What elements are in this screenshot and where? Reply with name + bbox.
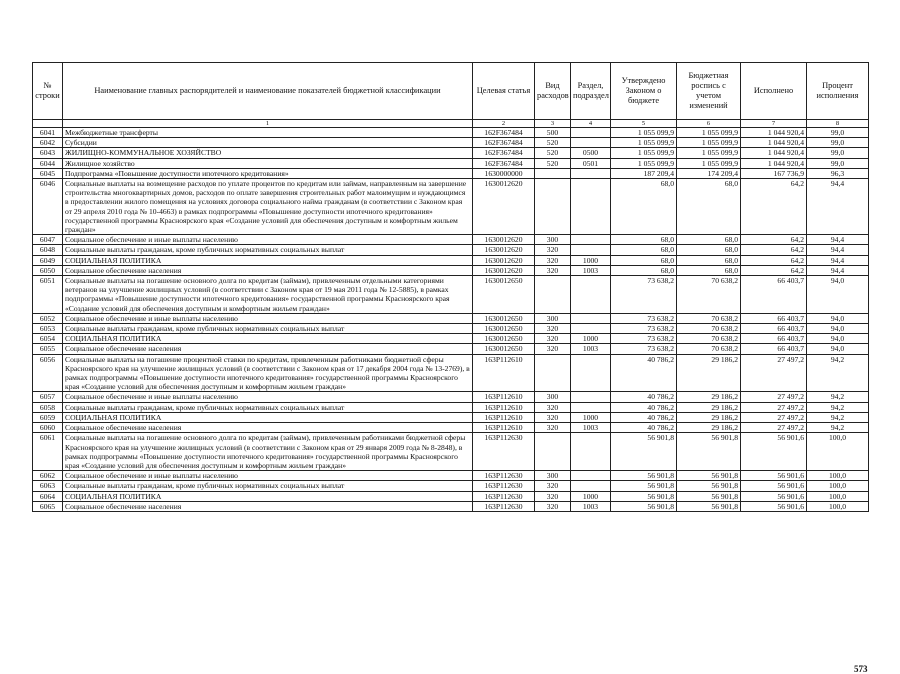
target-article: 162F367484 (473, 138, 535, 148)
table-row (33, 324, 869, 334)
target-article: 1630012650 (473, 313, 535, 323)
section: 1003 (571, 501, 611, 511)
percent-executed: 94,2 (807, 354, 869, 392)
table-row (33, 433, 869, 471)
percent-executed: 94,4 (807, 235, 869, 245)
target-article: 1630012650 (473, 324, 535, 334)
row-number: 6052 (33, 313, 63, 323)
budget-amount: 68,0 (677, 265, 741, 275)
section (571, 433, 611, 471)
section: 1000 (571, 491, 611, 501)
executed-amount: 27 497,2 (741, 392, 807, 402)
row-number: 6058 (33, 402, 63, 412)
executed-amount: 1 044 920,4 (741, 138, 807, 148)
target-article: 163P112610 (473, 402, 535, 412)
target-article: 163P112610 (473, 423, 535, 433)
budget-amount: 1 055 099,9 (677, 138, 741, 148)
row-name: Подпрограмма «Повышение доступности ипотечного кредитования» (63, 168, 473, 178)
header-kind: Вид расходов (535, 63, 571, 120)
row-number: 6043 (33, 148, 63, 158)
section (571, 128, 611, 138)
executed-amount: 64,2 (741, 265, 807, 275)
row-number: 6053 (33, 324, 63, 334)
percent-executed: 100,0 (807, 481, 869, 491)
row-name: СОЦИАЛЬНАЯ ПОЛИТИКА (63, 255, 473, 265)
index-cell: 6 (677, 120, 741, 128)
approved-amount: 1 055 099,9 (611, 138, 677, 148)
table-row (33, 481, 869, 491)
row-number: 6041 (33, 128, 63, 138)
row-number: 6057 (33, 392, 63, 402)
section (571, 235, 611, 245)
budget-amount: 29 186,2 (677, 402, 741, 412)
table-row (33, 313, 869, 323)
expense-kind: 320 (535, 324, 571, 334)
expense-kind: 300 (535, 235, 571, 245)
row-name: Социальные выплаты на погашение процентной ставки по кредитам, привлеченным работниками бюджетной сферы Красноярского края на улучшение жилищных условий (в соответствии с Законом края от 17 декабря 2004 года № 13-2769), в рамках подпрограммы «Повышение доступности ипотечного кредитования» государственной программы Красноярского края «Создание условий для обеспечения доступным и комфортным жильем граждан» (63, 354, 473, 392)
table-row (33, 276, 869, 314)
percent-executed: 100,0 (807, 433, 869, 471)
section (571, 392, 611, 402)
executed-amount: 27 497,2 (741, 354, 807, 392)
percent-executed: 99,0 (807, 158, 869, 168)
section (571, 313, 611, 323)
expense-kind: 320 (535, 481, 571, 491)
target-article: 1630000000 (473, 168, 535, 178)
approved-amount: 73 638,2 (611, 324, 677, 334)
target-article: 163P112630 (473, 471, 535, 481)
executed-amount: 66 403,7 (741, 313, 807, 323)
percent-executed: 94,2 (807, 392, 869, 402)
row-number: 6062 (33, 471, 63, 481)
table-row (33, 402, 869, 412)
approved-amount: 40 786,2 (611, 423, 677, 433)
row-name: Социальное обеспечение населения (63, 501, 473, 511)
percent-executed: 100,0 (807, 491, 869, 501)
target-article: 1630012620 (473, 245, 535, 255)
expense-kind: 320 (535, 402, 571, 412)
section: 1000 (571, 412, 611, 422)
percent-executed: 94,0 (807, 334, 869, 344)
table-row (33, 138, 869, 148)
percent-executed: 100,0 (807, 471, 869, 481)
approved-amount: 73 638,2 (611, 334, 677, 344)
executed-amount: 66 403,7 (741, 344, 807, 354)
budget-amount: 68,0 (677, 255, 741, 265)
percent-executed: 94,2 (807, 402, 869, 412)
table-row (33, 179, 869, 235)
row-name: СОЦИАЛЬНАЯ ПОЛИТИКА (63, 412, 473, 422)
row-number: 6056 (33, 354, 63, 392)
percent-executed: 94,0 (807, 344, 869, 354)
row-number: 6061 (33, 433, 63, 471)
target-article: 162F367484 (473, 158, 535, 168)
percent-executed: 94,4 (807, 255, 869, 265)
budget-amount: 174 209,4 (677, 168, 741, 178)
expense-kind: 520 (535, 138, 571, 148)
percent-executed: 94,2 (807, 423, 869, 433)
table-row (33, 412, 869, 422)
expense-kind: 320 (535, 255, 571, 265)
approved-amount: 68,0 (611, 245, 677, 255)
expense-kind: 520 (535, 158, 571, 168)
executed-amount: 1 044 920,4 (741, 128, 807, 138)
table-row (33, 245, 869, 255)
table-row (33, 471, 869, 481)
budget-amount: 56 901,8 (677, 433, 741, 471)
budget-amount: 29 186,2 (677, 423, 741, 433)
budget-amount: 56 901,8 (677, 491, 741, 501)
row-name: Социальное обеспечение и иные выплаты населению (63, 471, 473, 481)
executed-amount: 27 497,2 (741, 423, 807, 433)
budget-table (32, 62, 869, 512)
approved-amount: 40 786,2 (611, 392, 677, 402)
executed-amount: 64,2 (741, 255, 807, 265)
row-number: 6060 (33, 423, 63, 433)
row-name: Социальное обеспечение населения (63, 423, 473, 433)
row-name: Социальные выплаты на погашение основного долга по кредитам (займам), привлеченным отдельными категориями ветеранов на улучшение жилищных условий (в соответствии с Законом края от 19 мая 2011 года № 12-5885), в рамках подпрограммы «Повышение доступности ипотечного кредитования» государственной программы Красноярского края «Создание условий для обеспечения доступным и комфортным жильем граждан» (63, 276, 473, 314)
approved-amount: 56 901,8 (611, 433, 677, 471)
row-name: Социальные выплаты гражданам, кроме публичных нормативных социальных выплат (63, 245, 473, 255)
approved-amount: 68,0 (611, 235, 677, 245)
expense-kind: 300 (535, 392, 571, 402)
row-number: 6064 (33, 491, 63, 501)
header-row (33, 63, 869, 120)
expense-kind: 500 (535, 128, 571, 138)
row-name: СОЦИАЛЬНАЯ ПОЛИТИКА (63, 491, 473, 501)
table-body (33, 128, 869, 512)
row-number: 6044 (33, 158, 63, 168)
approved-amount: 1 055 099,9 (611, 158, 677, 168)
target-article: 1630012620 (473, 235, 535, 245)
expense-kind: 520 (535, 148, 571, 158)
approved-amount: 56 901,8 (611, 471, 677, 481)
percent-executed: 94,4 (807, 179, 869, 235)
section (571, 481, 611, 491)
expense-kind: 320 (535, 423, 571, 433)
row-name: Социальное обеспечение населения (63, 344, 473, 354)
expense-kind: 300 (535, 313, 571, 323)
budget-report-page (32, 62, 868, 674)
budget-amount: 29 186,2 (677, 392, 741, 402)
row-number: 6051 (33, 276, 63, 314)
page-number: 573 (854, 664, 868, 674)
index-cell: 2 (473, 120, 535, 128)
budget-amount: 56 901,8 (677, 501, 741, 511)
section: 1003 (571, 265, 611, 275)
target-article: 163P112630 (473, 481, 535, 491)
executed-amount: 66 403,7 (741, 324, 807, 334)
budget-amount: 29 186,2 (677, 412, 741, 422)
row-number: 6054 (33, 334, 63, 344)
table-row (33, 344, 869, 354)
approved-amount: 187 209,4 (611, 168, 677, 178)
table-row (33, 334, 869, 344)
section (571, 471, 611, 481)
row-number: 6046 (33, 179, 63, 235)
section (571, 324, 611, 334)
header-approved: Утверждено Законом о бюджете (611, 63, 677, 120)
index-row (33, 120, 869, 128)
expense-kind: 320 (535, 344, 571, 354)
budget-amount: 70 638,2 (677, 344, 741, 354)
section (571, 245, 611, 255)
executed-amount: 27 497,2 (741, 412, 807, 422)
executed-amount: 66 403,7 (741, 334, 807, 344)
row-name: Социальное обеспечение и иные выплаты населению (63, 313, 473, 323)
target-article: 1630012650 (473, 344, 535, 354)
target-article: 1630012620 (473, 255, 535, 265)
budget-amount: 56 901,8 (677, 471, 741, 481)
table-row (33, 148, 869, 158)
section (571, 138, 611, 148)
row-number: 6055 (33, 344, 63, 354)
row-name: Жилищное хозяйство (63, 158, 473, 168)
row-number: 6045 (33, 168, 63, 178)
percent-executed: 99,0 (807, 138, 869, 148)
budget-amount: 1 055 099,9 (677, 158, 741, 168)
target-article: 1630012620 (473, 265, 535, 275)
executed-amount: 56 901,6 (741, 501, 807, 511)
table-row (33, 423, 869, 433)
row-number: 6050 (33, 265, 63, 275)
section: 1003 (571, 344, 611, 354)
index-cell-empty (33, 120, 63, 128)
budget-amount: 56 901,8 (677, 481, 741, 491)
approved-amount: 68,0 (611, 265, 677, 275)
table-row (33, 235, 869, 245)
approved-amount: 73 638,2 (611, 344, 677, 354)
target-article: 1630012620 (473, 179, 535, 235)
row-name: Межбюджетные трансферты (63, 128, 473, 138)
executed-amount: 64,2 (741, 245, 807, 255)
expense-kind: 320 (535, 245, 571, 255)
target-article: 163P112630 (473, 491, 535, 501)
table-row (33, 255, 869, 265)
header-target: Целевая статья (473, 63, 535, 120)
target-article: 162F367484 (473, 128, 535, 138)
row-name: Социальное обеспечение населения (63, 265, 473, 275)
budget-amount: 70 638,2 (677, 334, 741, 344)
percent-executed: 94,2 (807, 412, 869, 422)
executed-amount: 56 901,6 (741, 491, 807, 501)
budget-amount: 68,0 (677, 179, 741, 235)
section (571, 276, 611, 314)
budget-amount: 29 186,2 (677, 354, 741, 392)
table-row (33, 168, 869, 178)
row-number: 6065 (33, 501, 63, 511)
row-name: СОЦИАЛЬНАЯ ПОЛИТИКА (63, 334, 473, 344)
header-percent: Процент исполнения (807, 63, 869, 120)
expense-kind: 320 (535, 501, 571, 511)
section (571, 402, 611, 412)
approved-amount: 1 055 099,9 (611, 148, 677, 158)
index-cell: 5 (611, 120, 677, 128)
row-name: Социальные выплаты на погашение основного долга по кредитам (займам), привлеченным работниками бюджетной сферы Красноярского края на улучшение жилищных условий (в соответствии с Законом края от 29 января 2009 года № 8-2848), в рамках подпрограммы «Повышение доступности ипотечного кредитования» государственной программы Красноярского края «Создание условий для обеспечения доступным и комфортным жильем граждан» (63, 433, 473, 471)
row-name: Социальные выплаты гражданам, кроме публичных нормативных социальных выплат (63, 481, 473, 491)
budget-amount: 68,0 (677, 245, 741, 255)
index-cell: 7 (741, 120, 807, 128)
expense-kind (535, 433, 571, 471)
row-name: Социальное обеспечение и иные выплаты населению (63, 392, 473, 402)
percent-executed: 94,0 (807, 313, 869, 323)
expense-kind: 320 (535, 265, 571, 275)
row-number: 6059 (33, 412, 63, 422)
section: 1000 (571, 334, 611, 344)
section: 1003 (571, 423, 611, 433)
row-name: Социальные выплаты гражданам, кроме публичных нормативных социальных выплат (63, 402, 473, 412)
percent-executed: 94,4 (807, 265, 869, 275)
percent-executed: 99,0 (807, 148, 869, 158)
section (571, 179, 611, 235)
section (571, 354, 611, 392)
executed-amount: 56 901,6 (741, 481, 807, 491)
expense-kind (535, 168, 571, 178)
approved-amount: 40 786,2 (611, 402, 677, 412)
executed-amount: 66 403,7 (741, 276, 807, 314)
expense-kind: 320 (535, 334, 571, 344)
approved-amount: 68,0 (611, 179, 677, 235)
row-number: 6042 (33, 138, 63, 148)
expense-kind: 320 (535, 491, 571, 501)
row-name: Социальные выплаты на возмещение расходов по уплате процентов по кредитам или займам, направленным на завершение строительства многоквартирных домов, расходов по оплате завершения строительных работ малоимущим и нуждающимся в предоставлении жилого помещения на условиях договора социального найма гражданам (в соответствии с Законом края от 29 апреля 2010 года № 10-4663) в рамках подпрограммы «Повышение доступности ипотечного кредитования» государственной программы Красноярского края «Создание условий для обеспечения доступным и комфортным жильем граждан» (63, 179, 473, 235)
table-row (33, 128, 869, 138)
budget-amount: 70 638,2 (677, 276, 741, 314)
table-row (33, 392, 869, 402)
row-name: Субсидии (63, 138, 473, 148)
budget-amount: 70 638,2 (677, 313, 741, 323)
executed-amount: 1 044 920,4 (741, 158, 807, 168)
target-article: 163P112610 (473, 354, 535, 392)
header-executed: Исполнено (741, 63, 807, 120)
table-row (33, 158, 869, 168)
expense-kind (535, 179, 571, 235)
target-article: 163P112630 (473, 501, 535, 511)
approved-amount: 68,0 (611, 255, 677, 265)
approved-amount: 56 901,8 (611, 491, 677, 501)
executed-amount: 1 044 920,4 (741, 148, 807, 158)
percent-executed: 94,0 (807, 324, 869, 334)
row-number: 6063 (33, 481, 63, 491)
header-row-no: № строки (33, 63, 63, 120)
row-number: 6049 (33, 255, 63, 265)
section (571, 168, 611, 178)
executed-amount: 167 736,9 (741, 168, 807, 178)
table-row (33, 265, 869, 275)
target-article: 1630012650 (473, 276, 535, 314)
executed-amount: 56 901,6 (741, 471, 807, 481)
row-name: ЖИЛИЩНО-КОММУНАЛЬНОЕ ХОЗЯЙСТВО (63, 148, 473, 158)
percent-executed: 100,0 (807, 501, 869, 511)
budget-amount: 70 638,2 (677, 324, 741, 334)
row-number: 6048 (33, 245, 63, 255)
target-article: 163P112630 (473, 433, 535, 471)
target-article: 163P112610 (473, 412, 535, 422)
index-cell: 8 (807, 120, 869, 128)
section: 1000 (571, 255, 611, 265)
percent-executed: 96,3 (807, 168, 869, 178)
budget-amount: 1 055 099,9 (677, 148, 741, 158)
approved-amount: 1 055 099,9 (611, 128, 677, 138)
executed-amount: 64,2 (741, 179, 807, 235)
expense-kind: 320 (535, 412, 571, 422)
executed-amount: 27 497,2 (741, 402, 807, 412)
row-name: Социальное обеспечение и иные выплаты населению (63, 235, 473, 245)
approved-amount: 56 901,8 (611, 481, 677, 491)
executed-amount: 56 901,6 (741, 433, 807, 471)
approved-amount: 40 786,2 (611, 412, 677, 422)
percent-executed: 99,0 (807, 128, 869, 138)
section: 0501 (571, 158, 611, 168)
table-row (33, 501, 869, 511)
row-name: Социальные выплаты гражданам, кроме публичных нормативных социальных выплат (63, 324, 473, 334)
index-cell: 3 (535, 120, 571, 128)
header-section: Раздел, подраздел (571, 63, 611, 120)
section: 0500 (571, 148, 611, 158)
approved-amount: 56 901,8 (611, 501, 677, 511)
approved-amount: 40 786,2 (611, 354, 677, 392)
expense-kind: 300 (535, 471, 571, 481)
budget-amount: 1 055 099,9 (677, 128, 741, 138)
target-article: 163P112610 (473, 392, 535, 402)
index-cell: 1 (63, 120, 473, 128)
target-article: 1630012650 (473, 334, 535, 344)
table-row (33, 354, 869, 392)
budget-amount: 68,0 (677, 235, 741, 245)
table-row (33, 491, 869, 501)
header-name: Наименование главных распорядителей и наименование показателей бюджетной классификации (63, 63, 473, 120)
index-cell: 4 (571, 120, 611, 128)
approved-amount: 73 638,2 (611, 313, 677, 323)
target-article: 162F367484 (473, 148, 535, 158)
expense-kind (535, 354, 571, 392)
header-budget: Бюджетная роспись с учетом изменений (677, 63, 741, 120)
expense-kind (535, 276, 571, 314)
percent-executed: 94,0 (807, 276, 869, 314)
executed-amount: 64,2 (741, 235, 807, 245)
approved-amount: 73 638,2 (611, 276, 677, 314)
row-number: 6047 (33, 235, 63, 245)
percent-executed: 94,4 (807, 245, 869, 255)
